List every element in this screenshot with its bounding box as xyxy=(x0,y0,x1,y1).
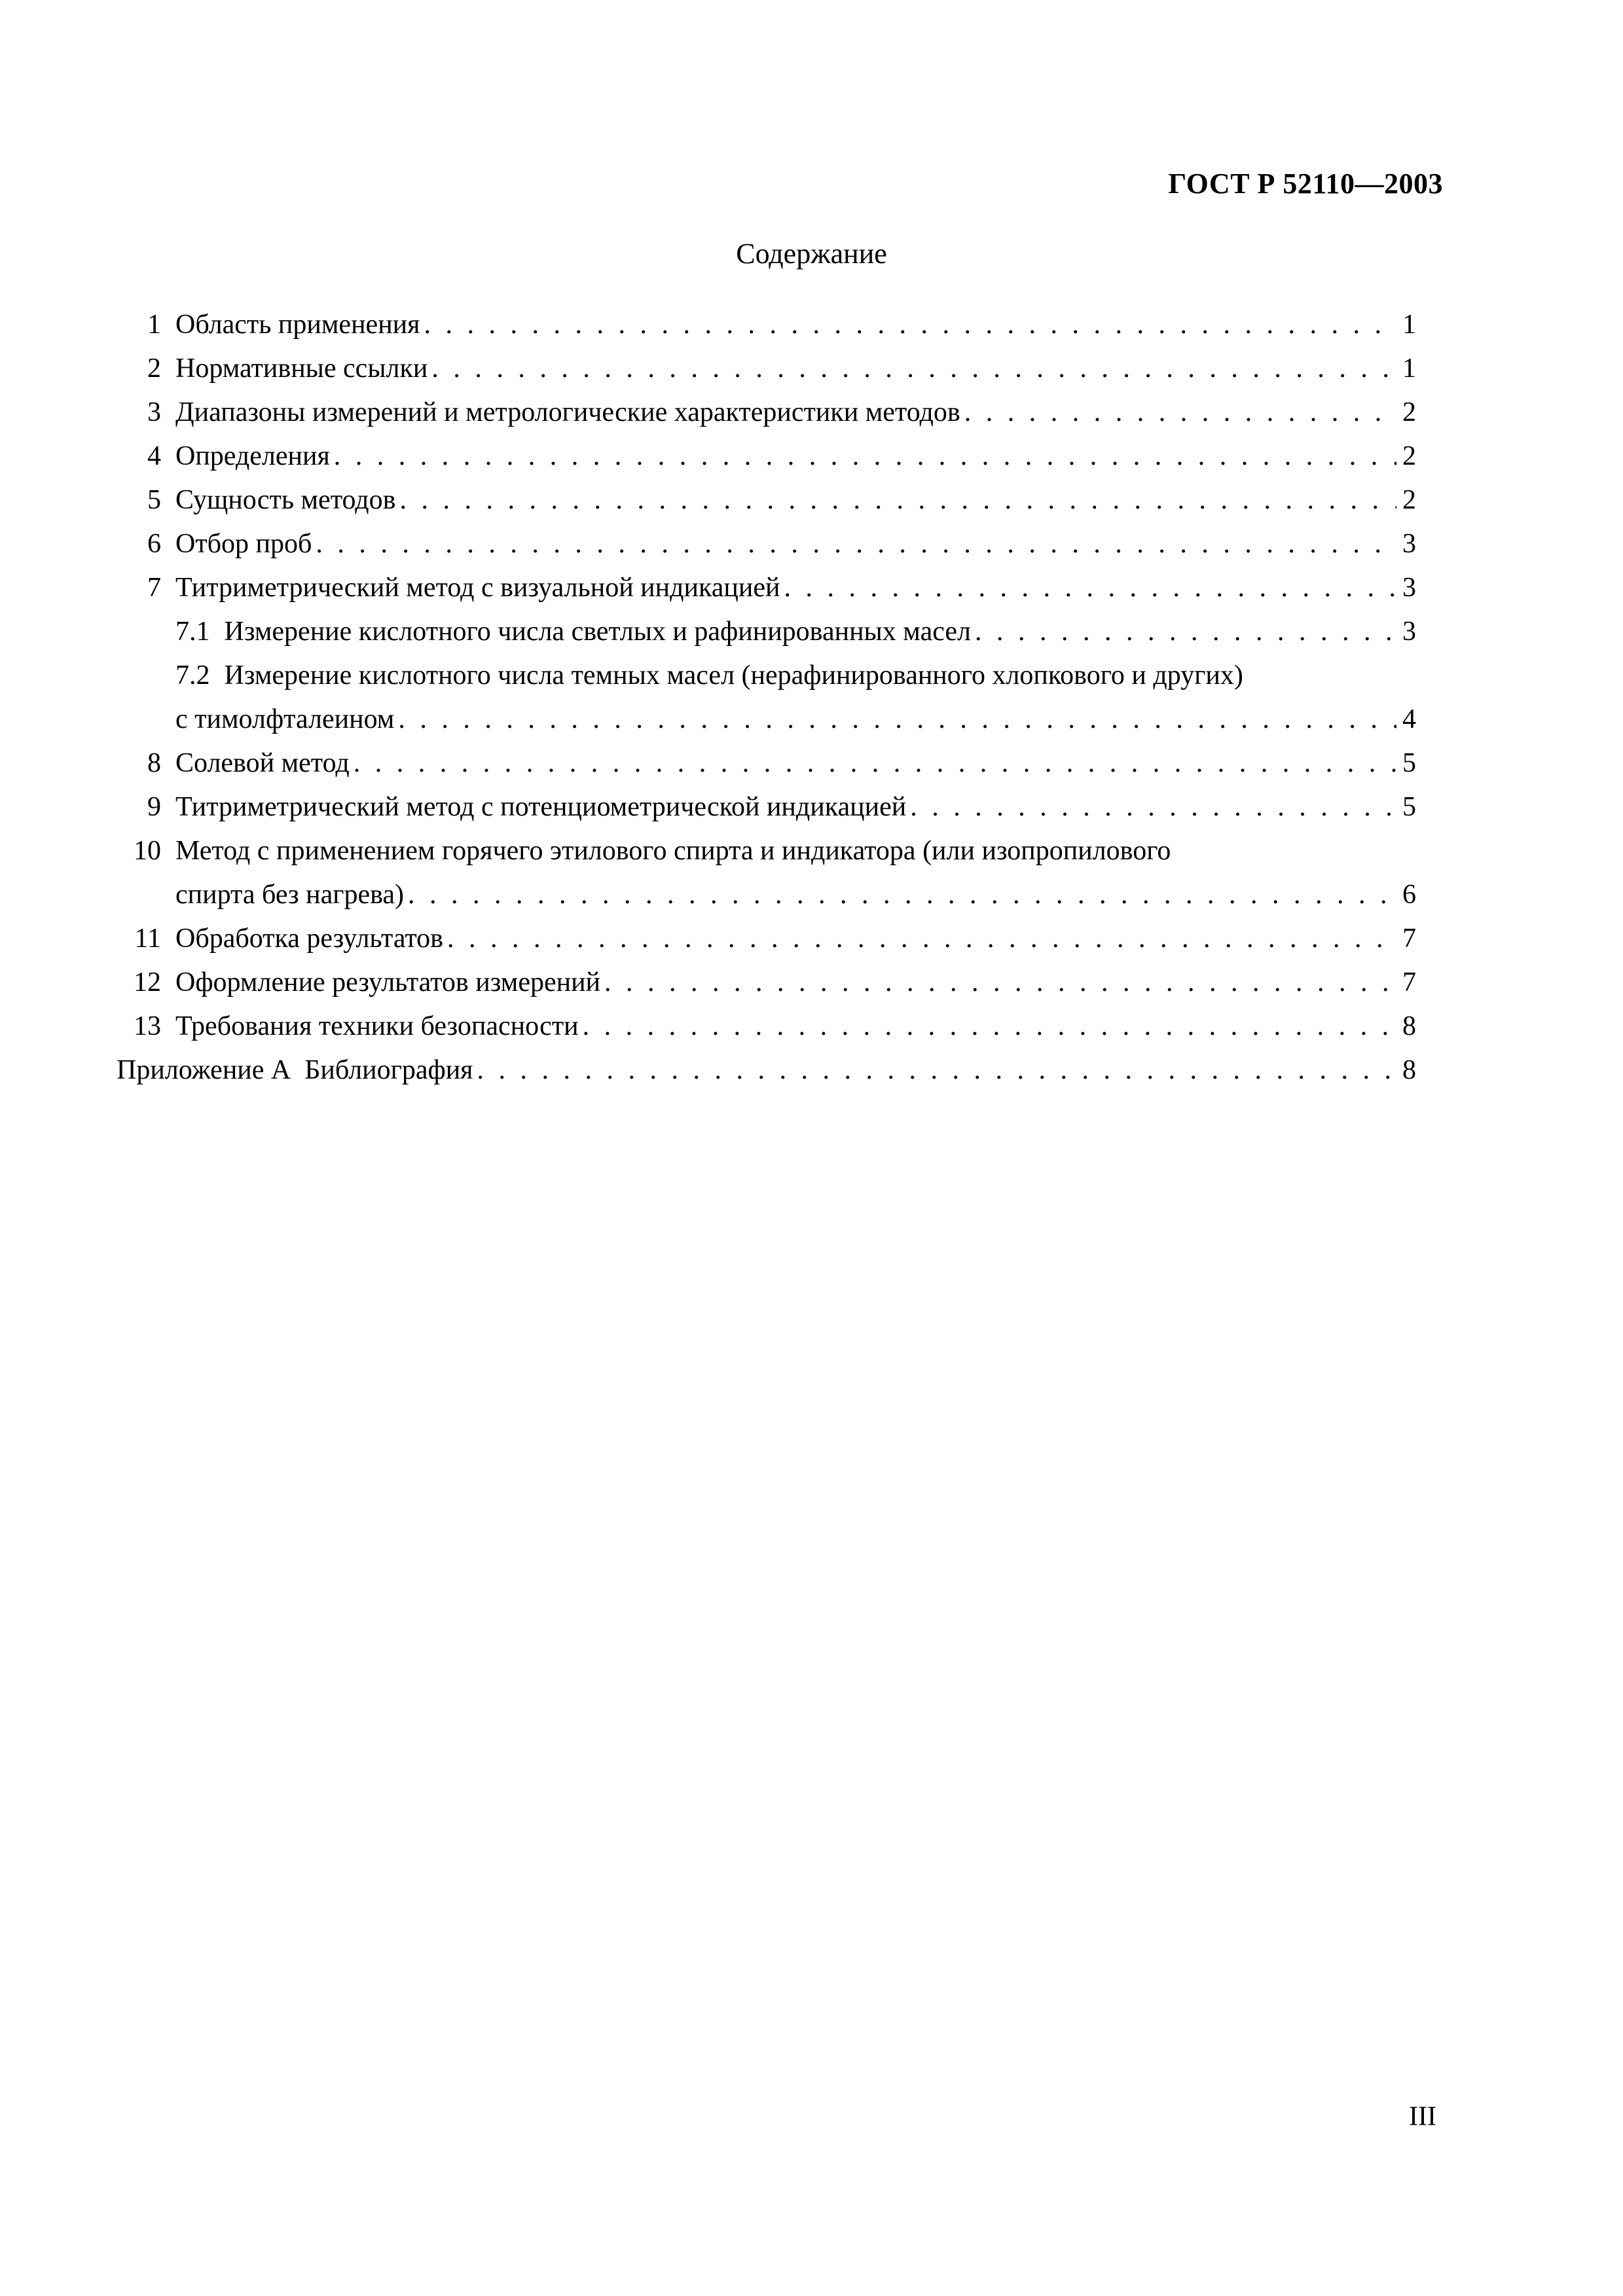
dot-leader xyxy=(428,347,1396,391)
toc-entry-page: 3 xyxy=(1402,573,1416,603)
toc-entry-number: 6 xyxy=(147,529,161,559)
toc-entry-text: Солевой метод xyxy=(175,748,350,778)
toc-entry-page: 7 xyxy=(1402,924,1416,954)
toc-entry-7-2[interactable] xyxy=(117,654,1416,698)
toc-entry-10[interactable] xyxy=(117,829,1416,873)
dot-leader xyxy=(579,1005,1396,1049)
dot-leader xyxy=(350,742,1396,785)
toc-entry-number: 3 xyxy=(147,397,161,427)
toc-entry-11[interactable] xyxy=(117,917,1416,961)
toc-title: Содержание xyxy=(736,238,887,270)
toc-entry-page: 1 xyxy=(1402,353,1416,384)
toc-entry-8[interactable] xyxy=(117,742,1416,785)
toc-entry-page: 2 xyxy=(1402,485,1416,515)
toc-entry-10-continuation[interactable] xyxy=(117,873,1416,917)
toc-entry-text: Диапазоны измерений и метрологические характеристики методов xyxy=(175,397,960,427)
dot-leader xyxy=(971,610,1396,654)
toc-entry-6[interactable] xyxy=(117,522,1416,566)
toc-entry-2[interactable] xyxy=(117,347,1416,391)
toc-entry-page: 5 xyxy=(1402,792,1416,822)
toc-entry-text: Обработка результатов xyxy=(175,924,444,954)
toc-entry-3[interactable] xyxy=(117,391,1416,435)
toc-entry-number: 5 xyxy=(147,485,161,515)
toc-entry-7-2-continuation[interactable] xyxy=(117,698,1416,742)
dot-leader xyxy=(600,961,1396,1005)
toc-entry-13[interactable] xyxy=(117,1005,1416,1049)
toc-entry-page: 2 xyxy=(1402,441,1416,471)
dot-leader xyxy=(780,566,1396,610)
table-of-contents xyxy=(117,303,1416,1092)
dot-leader xyxy=(906,785,1396,829)
toc-entry-number: 7.2 xyxy=(175,660,210,691)
toc-entry-7[interactable] xyxy=(117,566,1416,610)
toc-entry-page: 5 xyxy=(1402,748,1416,778)
toc-entry-number: 2 xyxy=(147,353,161,384)
toc-entry-text: Определения xyxy=(175,441,330,471)
toc-entry-text: Сущность методов xyxy=(175,485,396,515)
page-number: III xyxy=(1409,2102,1436,2132)
toc-entry-12[interactable] xyxy=(117,961,1416,1005)
toc-entry-text: Требования техники безопасности xyxy=(175,1011,579,1041)
toc-entry-text: Метод с применением горячего этилового спирта и индикатора (или изопропилового xyxy=(175,836,1171,866)
toc-entry-number: 1 xyxy=(147,310,161,340)
toc-entry-text-continued: с тимолфталеином xyxy=(175,704,395,734)
dot-leader xyxy=(443,917,1396,961)
toc-entry-text-continued: спирта без нагрева) xyxy=(175,880,405,910)
toc-entry-text: Нормативные ссылки xyxy=(175,353,428,384)
toc-entry-page: 1 xyxy=(1402,310,1416,340)
dot-leader xyxy=(394,698,1396,742)
toc-entry-4[interactable] xyxy=(117,435,1416,478)
toc-entry-7-1[interactable] xyxy=(117,610,1416,654)
dot-leader xyxy=(404,873,1396,917)
toc-entry-text: Измерение кислотного числа светлых и рафинированных масел xyxy=(224,617,971,647)
toc-entry-number: 8 xyxy=(147,748,161,778)
toc-entry-page: 3 xyxy=(1402,529,1416,559)
dot-leader xyxy=(420,303,1396,347)
toc-entry-page: 8 xyxy=(1402,1011,1416,1041)
toc-entry-9[interactable] xyxy=(117,785,1416,829)
toc-entry-text: Приложение А Библиография xyxy=(117,1055,473,1085)
toc-entry-page: 8 xyxy=(1402,1055,1416,1085)
toc-entry-page: 7 xyxy=(1402,967,1416,997)
toc-entry-page: 3 xyxy=(1402,617,1416,647)
toc-entry-text: Измерение кислотного числа темных масел (нерафинированного хлопкового и других) xyxy=(224,660,1243,691)
dot-leader xyxy=(312,522,1396,566)
toc-entry-number: 13 xyxy=(134,1011,161,1041)
toc-entry-page: 2 xyxy=(1402,397,1416,427)
toc-entry-appendix-a[interactable] xyxy=(117,1049,1416,1092)
toc-entry-text: Титриметрический метод с визуальной индикацией xyxy=(175,573,780,603)
toc-entry-text: Титриметрический метод с потенциометрической индикацией xyxy=(175,792,907,822)
dot-leader xyxy=(396,478,1397,522)
toc-entry-number: 4 xyxy=(147,441,161,471)
toc-entry-text: Оформление результатов измерений xyxy=(175,967,601,997)
toc-entry-page: 6 xyxy=(1402,880,1416,910)
toc-entry-number: 11 xyxy=(134,924,161,954)
dot-leader xyxy=(473,1049,1396,1092)
toc-entry-5[interactable] xyxy=(117,478,1416,522)
toc-entry-text: Область применения xyxy=(175,310,420,340)
toc-entry-number: 7 xyxy=(147,573,161,603)
toc-entry-page: 4 xyxy=(1402,704,1416,734)
toc-entry-number: 9 xyxy=(147,792,161,822)
toc-entry-1[interactable] xyxy=(117,303,1416,347)
dot-leader xyxy=(330,435,1396,478)
document-code: ГОСТ Р 52110—2003 xyxy=(1168,168,1443,200)
toc-entry-number: 10 xyxy=(134,836,161,866)
toc-entry-number: 7.1 xyxy=(175,617,210,647)
toc-entry-number: 12 xyxy=(134,967,161,997)
toc-entry-text: Отбор проб xyxy=(175,529,312,559)
dot-leader xyxy=(960,391,1396,435)
